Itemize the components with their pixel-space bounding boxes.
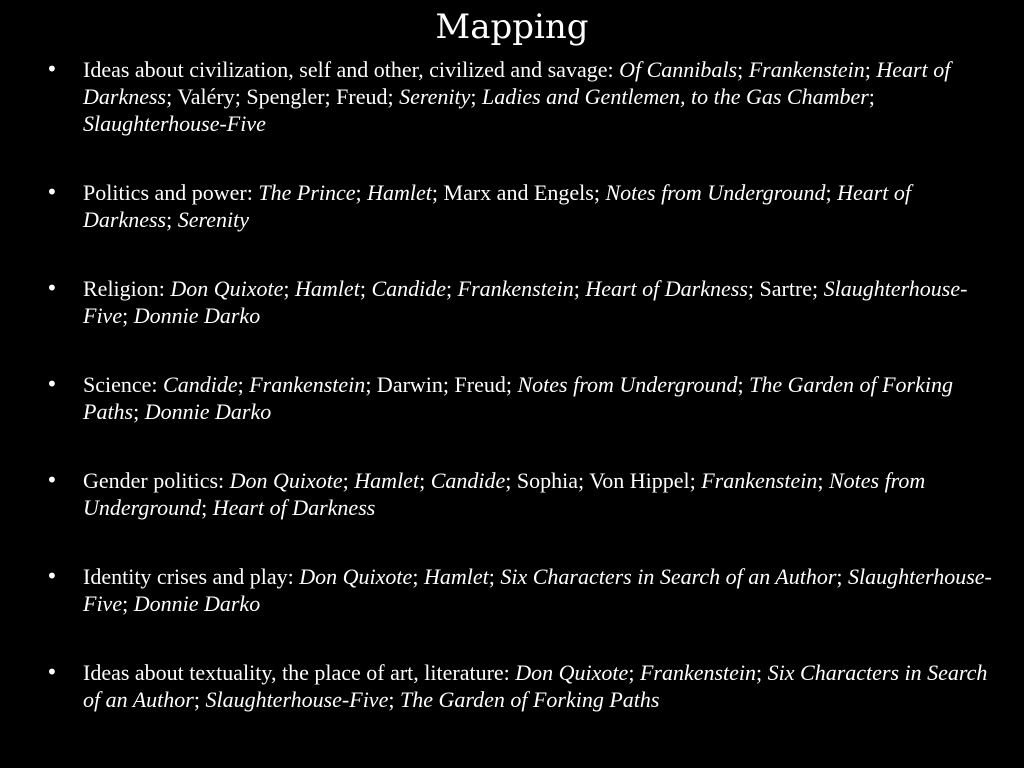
bullet-item bbox=[46, 659, 996, 713]
bullet-item bbox=[46, 179, 996, 233]
bullet-text: ; bbox=[756, 660, 768, 685]
bullet-text: Gender politics: bbox=[83, 468, 230, 493]
bullet-point-icon: • bbox=[46, 180, 58, 204]
bullet-text: ; bbox=[237, 372, 250, 397]
bullet-item bbox=[46, 467, 996, 521]
bullet-text: ; bbox=[836, 564, 849, 589]
work-title: Donnie Darko bbox=[133, 303, 261, 328]
bullet-text: ; bbox=[817, 468, 829, 493]
work-title: The Prince bbox=[258, 180, 356, 205]
bullet-item bbox=[46, 563, 996, 617]
bullet-text: ; bbox=[628, 660, 640, 685]
work-title: Slaughterhouse-Five bbox=[205, 687, 389, 712]
work-title: Frankenstein bbox=[249, 372, 366, 397]
bullet-text: ; bbox=[388, 687, 400, 712]
bullet-text: ; bbox=[201, 495, 213, 520]
bullet-item bbox=[46, 371, 996, 425]
work-title: Heart of Darkness bbox=[212, 495, 376, 520]
work-title: The Garden of Forking Paths bbox=[83, 372, 953, 424]
bullet-text: ; bbox=[193, 687, 206, 712]
bullet-text: ; Sophia; Von Hippel; bbox=[505, 468, 702, 493]
bullet-point-icon: • bbox=[46, 372, 58, 396]
work-title: Hamlet bbox=[367, 180, 432, 205]
work-title: Heart of Darkness bbox=[585, 276, 748, 301]
bullet-item bbox=[46, 275, 996, 329]
bullet-text: ; bbox=[419, 468, 431, 493]
work-title: Don Quixote bbox=[170, 276, 284, 301]
work-title: Slaughterhouse-Five bbox=[83, 276, 968, 328]
work-title: Six Characters in Search of an Author bbox=[500, 564, 837, 589]
bullet-text: ; bbox=[133, 399, 145, 424]
work-title: Six Characters in Search of an Author bbox=[83, 660, 988, 712]
bullet-text: ; bbox=[166, 207, 178, 232]
work-title: Of Cannibals bbox=[619, 57, 738, 82]
work-title: Frankenstein bbox=[701, 468, 818, 493]
work-title: Don Quixote bbox=[299, 564, 413, 589]
bullet-text: Religion: bbox=[83, 276, 171, 301]
bullet-point-icon: • bbox=[46, 660, 58, 684]
work-title: Don Quixote bbox=[515, 660, 629, 685]
work-title: Heart of Darkness bbox=[83, 57, 951, 109]
work-title: Donnie Darko bbox=[144, 399, 272, 424]
work-title: Notes from Underground bbox=[83, 468, 926, 520]
work-title: Candide bbox=[163, 372, 238, 397]
work-title: Candide bbox=[371, 276, 446, 301]
bullet-text: Ideas about civilization, self and other, civilized and savage: bbox=[83, 57, 620, 82]
work-title: Serenity bbox=[399, 84, 471, 109]
bullet-text: ; bbox=[446, 276, 458, 301]
work-title: Notes from Underground bbox=[605, 180, 826, 205]
work-title: Candide bbox=[430, 468, 506, 493]
bullet-text: Ideas about textuality, the place of art, literature: bbox=[83, 660, 516, 685]
bullet-text: ; bbox=[737, 57, 749, 82]
work-title: Ladies and Gentlemen, to the Gas Chamber bbox=[482, 84, 869, 109]
work-title: Serenity bbox=[177, 207, 249, 232]
work-title: Don Quixote bbox=[229, 468, 343, 493]
bullet-point-icon: • bbox=[46, 57, 58, 81]
bullet-text: ; bbox=[342, 468, 355, 493]
work-title: Slaughterhouse-Five bbox=[83, 564, 992, 616]
bullet-item bbox=[46, 56, 996, 137]
work-title: Donnie Darko bbox=[133, 591, 261, 616]
bullet-text: ; bbox=[573, 276, 586, 301]
bullet-text: ; Marx and Engels; bbox=[431, 180, 606, 205]
work-title: Notes from Underground bbox=[517, 372, 738, 397]
bullet-text: ; bbox=[359, 276, 372, 301]
work-title: Frankenstein bbox=[457, 276, 574, 301]
work-title: Frankenstein bbox=[748, 57, 865, 82]
bullet-point-icon: • bbox=[46, 468, 58, 492]
bullet-text: ; bbox=[488, 564, 501, 589]
bullet-text: Politics and power: bbox=[83, 180, 259, 205]
bullet-text: ; bbox=[122, 303, 134, 328]
bullet-text: ; bbox=[355, 180, 368, 205]
bullet-text: ; Sartre; bbox=[747, 276, 824, 301]
bullet-text: ; bbox=[122, 591, 134, 616]
bullet-text: ; bbox=[737, 372, 750, 397]
bullet-text: ; Valéry; Spengler; Freud; bbox=[166, 84, 400, 109]
bullet-text: ; bbox=[864, 57, 877, 82]
work-title: Heart of Darkness bbox=[83, 180, 912, 232]
bullet-text: ; bbox=[825, 180, 838, 205]
work-title: The Garden of Forking Paths bbox=[399, 687, 660, 712]
slide-title: Mapping bbox=[435, 7, 589, 47]
bullet-text: Science: bbox=[83, 372, 164, 397]
work-title: Hamlet bbox=[354, 468, 420, 493]
bullet-text: Identity crises and play: bbox=[83, 564, 300, 589]
bullet-text: ; Darwin; Freud; bbox=[365, 372, 518, 397]
bullet-point-icon: • bbox=[46, 276, 58, 300]
bullet-text: ; bbox=[283, 276, 296, 301]
bullet-text: ; bbox=[470, 84, 482, 109]
bullet-point-icon: • bbox=[46, 564, 58, 588]
bullet-list bbox=[46, 56, 996, 755]
bullet-text: ; bbox=[412, 564, 424, 589]
work-title: Slaughterhouse-Five bbox=[83, 111, 266, 136]
work-title: Hamlet bbox=[423, 564, 489, 589]
work-title: Frankenstein bbox=[639, 660, 757, 685]
work-title: Hamlet bbox=[295, 276, 360, 301]
bullet-text: ; bbox=[868, 84, 875, 109]
